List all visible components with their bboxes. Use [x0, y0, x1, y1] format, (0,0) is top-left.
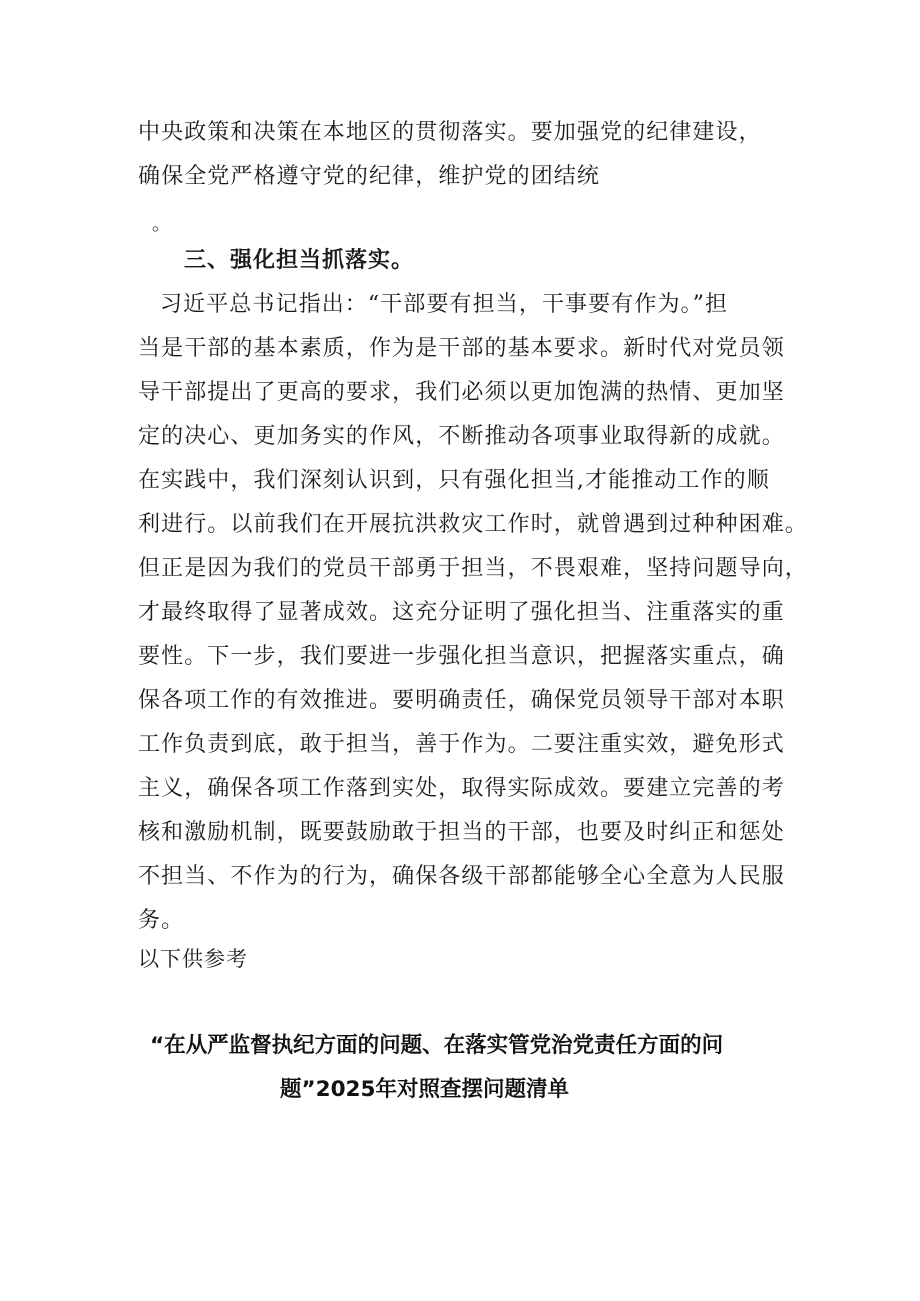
body-line-12: 主义，确保各项工作落到实处，取得实际成效。要建立完善的考 [138, 776, 785, 801]
body-line-2: 当是干部的基本素质，作为是干部的基本要求。新时代对党员领 [138, 336, 785, 361]
document-title [150, 1024, 790, 1112]
body-line-7: 但正是因为我们的党员干部勇于担当，不畏艰难，坚持问题导向， [138, 556, 808, 581]
document-title-line-1: “在从严监督执纪方面的问题、在落实管党治党责任方面的问 [150, 1033, 724, 1058]
body-line-10: 保各项工作的有效推进。要明确责任，确保党员领导干部对本职 [138, 688, 785, 713]
intro-line-1: 中央政策和决策在本地区的贯彻落实。要加强党的纪律建设， [138, 120, 762, 145]
body-line-3: 导干部提出了更高的要求，我们必须以更加饱满的热情、更加坚 [138, 380, 785, 405]
body-line-14: 不担当、不作为的行为，确保各级干部都能够全心全意为人民服 [138, 864, 785, 889]
body-line-9: 要性。下一步，我们要进一步强化担当意识，把握落实重点，确 [138, 644, 785, 669]
section-heading: 三、强化担当抓落实。 [184, 248, 415, 273]
body-line-8: 才最终取得了显著成效。这充分证明了强化担当、注重落实的重 [138, 600, 785, 625]
body-line-13: 核和激励机制，既要鼓励敢于担当的干部，也要及时纠正和惩处 [138, 820, 785, 845]
body-line-6: 利进行。以前我们在开展抗洪救灾工作时，就曾遇到过种种困难。 [138, 512, 808, 537]
body-line-1: 习近平总书记指出：“干部要有担当，干事要有作为。”担 [160, 292, 729, 317]
body-line-11: 工作负责到底，敢于担当，善于作为。二要注重实效，避免形式 [138, 732, 785, 757]
intro-line-3: 。 [152, 214, 172, 235]
body-line-15: 务。 [138, 908, 185, 933]
body-line-5: 在实践中，我们深刻认识到，只有强化担当,才能推动工作的顺 [138, 468, 770, 493]
body-line-4: 定的决心、更加务实的作风，不断推动各项事业取得新的成就。 [138, 424, 785, 449]
document-title-line-2: 题”2025年对照查摆问题清单 [280, 1077, 569, 1102]
reference-note: 以下供参考 [138, 947, 248, 971]
intro-line-2: 确保全党严格遵守党的纪律，维护党的团结统 [138, 164, 601, 189]
